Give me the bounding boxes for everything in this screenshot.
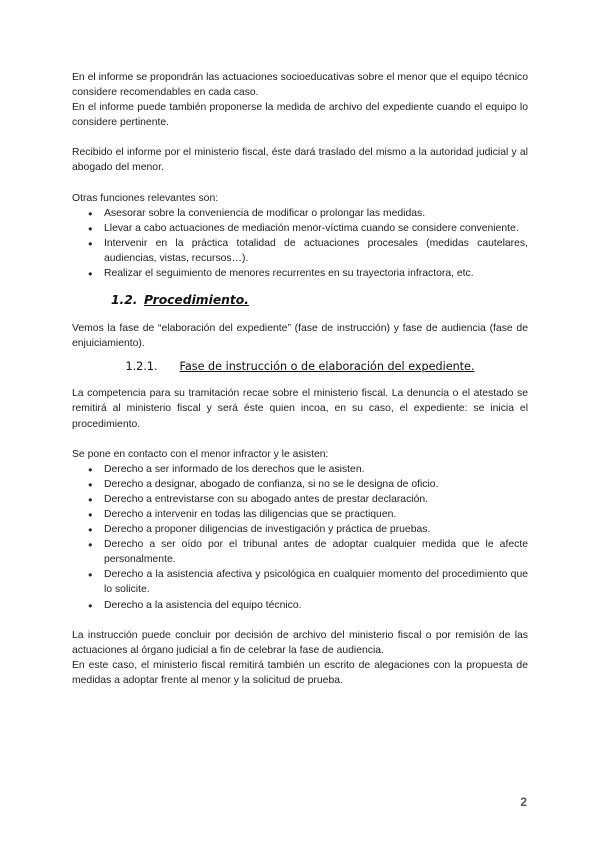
list-item: ● Asesorar sobre la conveniencia de modificar o prolongar las medidas. [72, 206, 528, 221]
section-title: Procedimiento. [144, 293, 249, 308]
intro-paragraph-1: En el informe se propondrán las actuaciones socioeducativas sobre el menor que el equipo técnico considere recomendables en cada caso. [72, 72, 528, 99]
subsection-number: 1.2.1. [125, 360, 158, 374]
list-item: ● Llevar a cabo actuaciones de mediación menor-víctima cuando se considere conveniente. [72, 221, 528, 236]
intro-paragraph-2: En el informe puede también proponerse la medida de archivo del expediente cuando el equipo lo considere pertinente. [72, 102, 528, 129]
list-item: ● Derecho a la asistencia del equipo técnico. [72, 598, 528, 613]
list-item: ● Intervenir en la práctica totalidad de actuaciones procesales (medidas cautelares, audiencias, vistas, recursos…). [72, 236, 528, 266]
list-item: ● Realizar el seguimiento de menores recurrentes en su trayectoria infractora, etc. [72, 266, 528, 281]
list-item: ● Derecho a designar, abogado de confianza, si no se le designa de oficio. [72, 477, 528, 492]
functions-list [72, 206, 528, 281]
page-number: 2 [520, 795, 527, 809]
list-item: ● Derecho a ser informado de los derechos que le asisten. [72, 462, 528, 477]
closing-paragraph-2: En este caso, el ministerio fiscal remitirá también un escrito de alegaciones con la propuesta de medidas a adoptar frente al menor y la solicitud de prueba. [72, 659, 528, 686]
section-heading [72, 292, 528, 308]
section-intro: Vemos la fase de “elaboración del expediente” (fase de instrucción) y fase de audiencia (fase de enjuiciamiento). [72, 323, 528, 350]
page-content [72, 70, 528, 688]
subsection-paragraph-2: Se pone en contacto con el menor infractor y le asisten: [72, 448, 329, 460]
functions-lead: Otras funciones relevantes son: [72, 192, 219, 204]
closing-paragraph-1: La instrucción puede concluir por decisión de archivo del ministerio fiscal o por remisión de las actuaciones al órgano judicial a fin de celebrar la fase de audiencia. [72, 629, 528, 656]
list-item: ● Derecho a entrevistarse con su abogado antes de prestar declaración. [72, 492, 528, 507]
list-item: ● Derecho a proponer diligencias de investigación y práctica de pruebas. [72, 522, 528, 537]
subsection-heading [72, 359, 528, 374]
rights-list [72, 462, 528, 613]
list-item: ● Derecho a intervenir en todas las diligencias que se practiquen. [72, 507, 528, 522]
section-number: 1.2. [111, 293, 138, 308]
subsection-paragraph-1: La competencia para su tramitación recae sobre el ministerio fiscal. La denuncia o el atestado se remitirá al ministerio fiscal y será éste quien incoa, en su caso, el expediente: se inicia el procedimiento. [72, 388, 528, 430]
subsection-title: Fase de instrucción o de elaboración del expediente. [179, 360, 475, 374]
list-item: ● Derecho a la asistencia afectiva y psicológica en cualquier momento del procedimiento que lo solicite. [72, 567, 528, 597]
list-item: ● Derecho a ser oído por el tribunal antes de adoptar cualquier medida que le afecte personalmente. [72, 537, 528, 567]
intro-paragraph-3: Recibido el informe por el ministerio fiscal, éste dará traslado del mismo a la autoridad judicial y al abogado del menor. [72, 147, 528, 174]
